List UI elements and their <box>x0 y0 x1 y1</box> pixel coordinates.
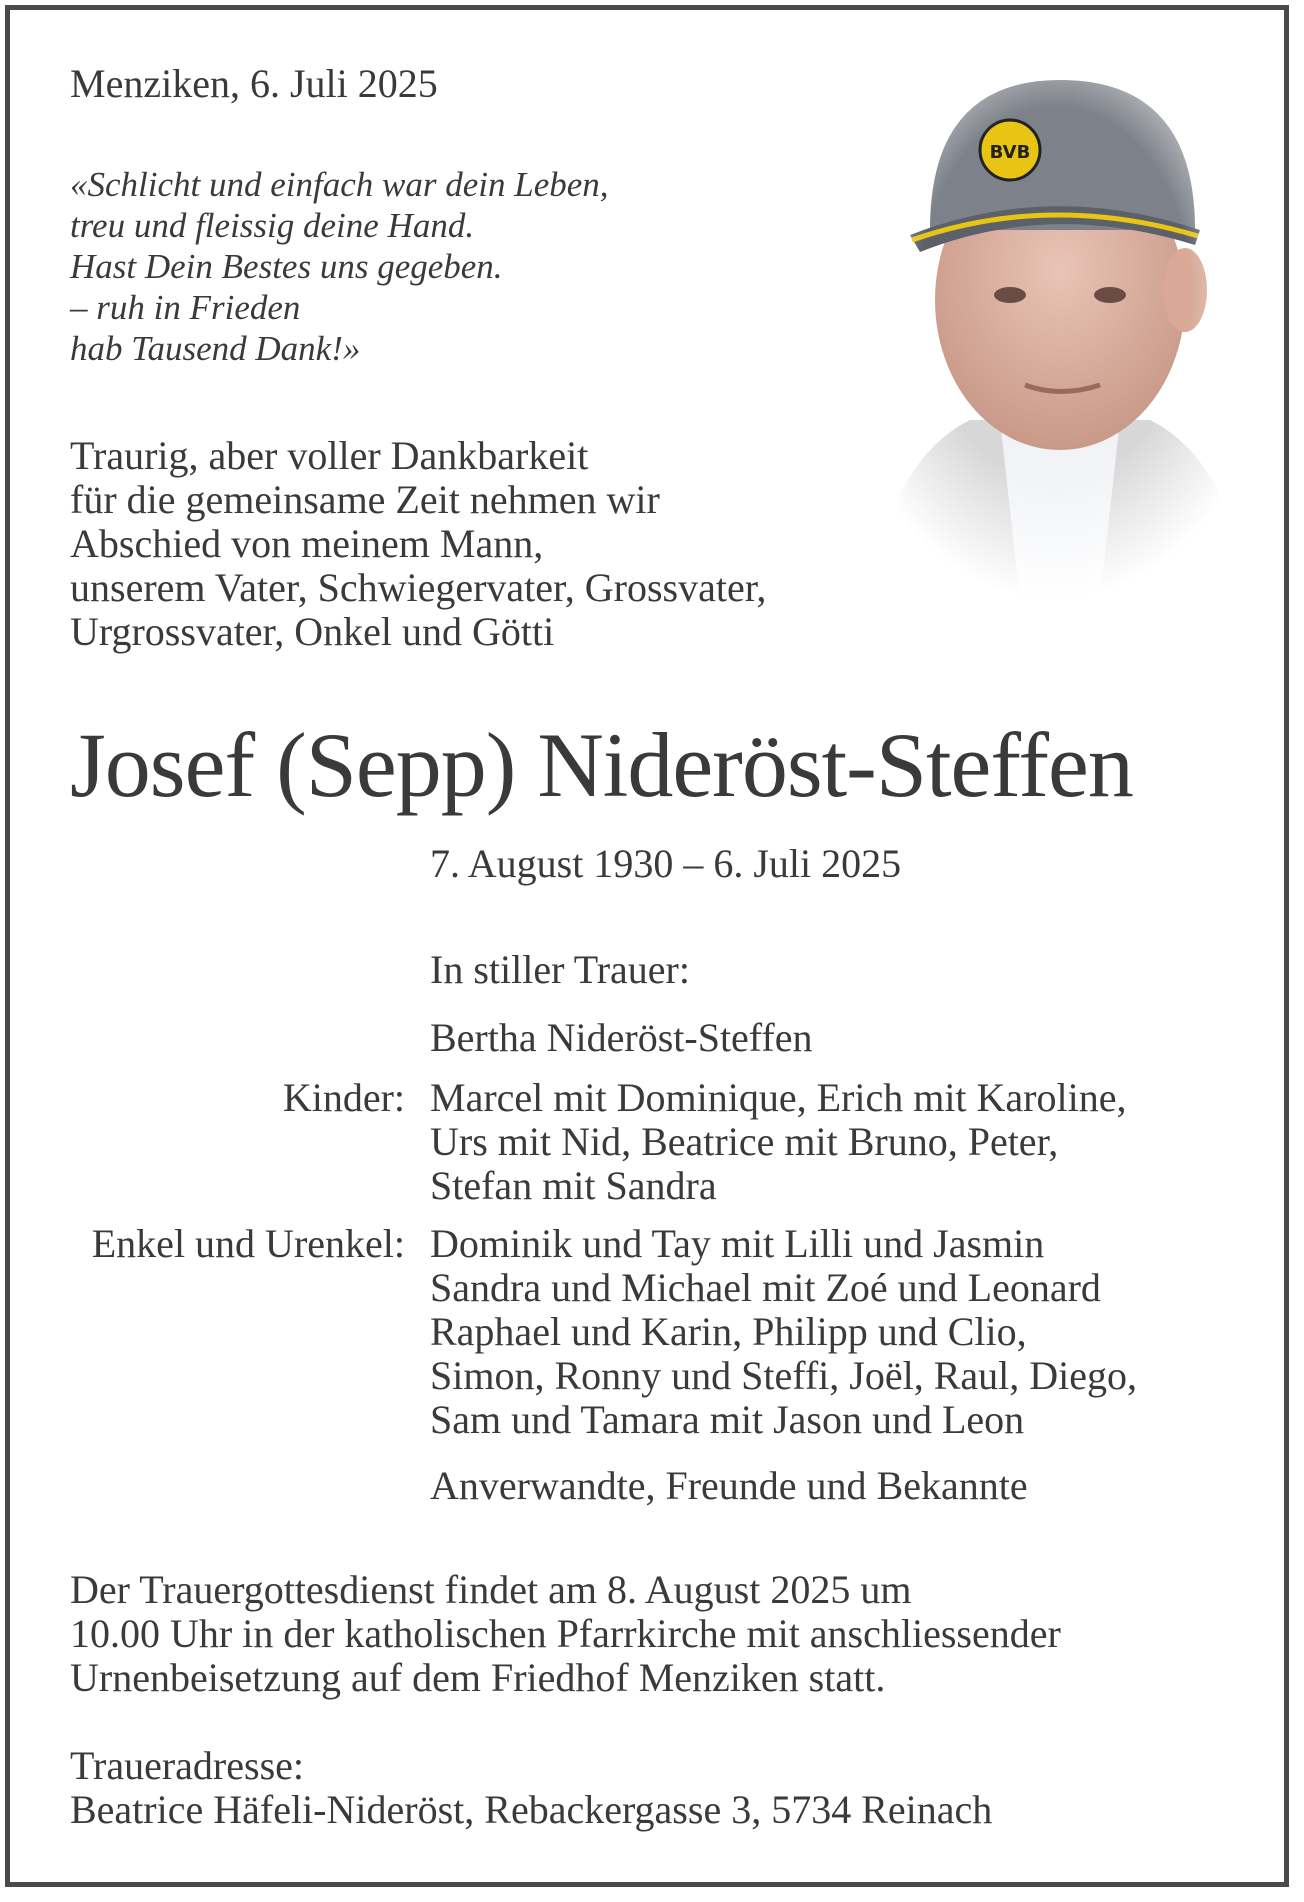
deceased-name: Josef (Sepp) Nideröst-Steffen <box>70 714 1133 816</box>
children-label: Kinder: <box>282 1075 405 1120</box>
portrait-photo <box>850 40 1260 600</box>
life-dates: 7. August 1930 – 6. Juli 2025 <box>430 841 902 886</box>
intro-line: Traurig, aber voller Dankbarkeit <box>70 433 589 478</box>
grandchildren-line: Dominik und Tay mit Lilli und Jasmin <box>430 1221 1045 1266</box>
grandchildren-line: Sam und Tamara mit Jason und Leon <box>430 1397 1025 1442</box>
service-line: 10.00 Uhr in der katholischen Pfarrkirche mit anschliessender <box>70 1611 1061 1656</box>
quote-line: «Schlicht und einfach war dein Leben, <box>70 165 609 204</box>
address-value: Beatrice Häfeli-Nideröst, Rebackergasse 3, 5734 Reinach <box>70 1787 993 1832</box>
grandchildren-label: Enkel und Urenkel: <box>91 1221 405 1266</box>
intro-line: Urgrossvater, Onkel und Götti <box>70 609 555 654</box>
children-line: Urs mit Nid, Beatrice mit Bruno, Peter, <box>430 1119 1059 1164</box>
address-label: Traueradresse: <box>70 1743 305 1788</box>
children-line: Stefan mit Sandra <box>430 1163 717 1208</box>
quote-line: – ruh in Frieden <box>70 288 301 327</box>
mourners-heading: In stiller Trauer: <box>430 947 690 992</box>
quote-line: hab Tausend Dank!» <box>70 329 361 368</box>
other-mourners: Anverwandte, Freunde und Bekannte <box>430 1463 1028 1508</box>
place-date: Menziken, 6. Juli 2025 <box>70 61 438 106</box>
service-line: Der Trauergottesdienst findet am 8. August 2025 um <box>70 1567 912 1612</box>
intro-line: Abschied von meinem Mann, <box>70 521 544 566</box>
grandchildren-line: Simon, Ronny und Steffi, Joël, Raul, Diego, <box>430 1353 1138 1398</box>
service-line: Urnenbeisetzung auf dem Friedhof Menziken statt. <box>70 1655 886 1700</box>
intro-line: unserem Vater, Schwiegervater, Grossvater, <box>70 565 767 610</box>
quote-line: Hast Dein Bestes uns gegeben. <box>70 247 503 286</box>
intro-line: für die gemeinsame Zeit nehmen wir <box>70 477 660 522</box>
grandchildren-line: Sandra und Michael mit Zoé und Leonard <box>430 1265 1101 1310</box>
quote-line: treu und fleissig deine Hand. <box>70 206 475 245</box>
grandchildren-line: Raphael und Karin, Philipp und Clio, <box>430 1309 1027 1354</box>
children-line: Marcel mit Dominique, Erich mit Karoline, <box>430 1075 1127 1120</box>
spouse-name: Bertha Nideröst-Steffen <box>430 1015 813 1060</box>
